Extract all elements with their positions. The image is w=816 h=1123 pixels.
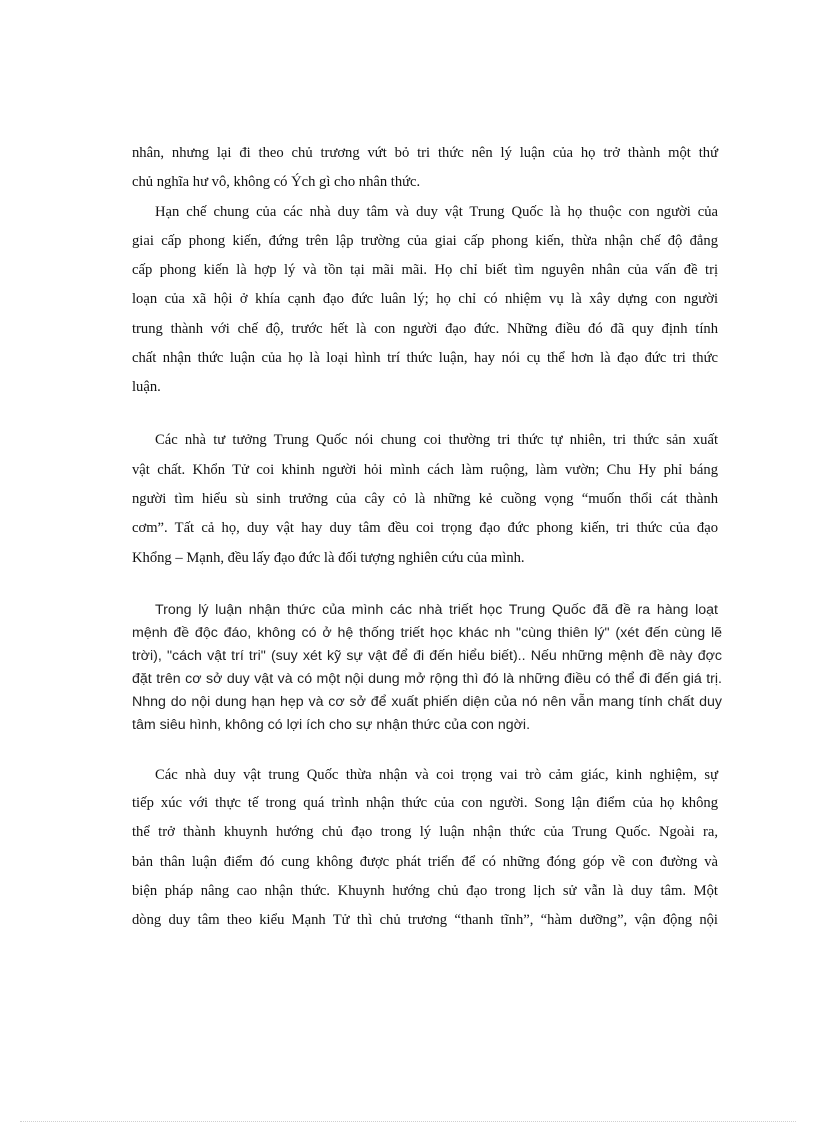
paragraph-5-line-4: bản thân luận điểm đó cung không được phát triển để có những đóng góp về con đường và [132, 854, 718, 870]
paragraph-2-line-4: loạn của xã hội ở khía cạnh đạo đức luân lý; họ chỉ có nhiệm vụ là xây dựng con người [132, 291, 718, 307]
paragraph-4-line-5: Nhng do nội dung hạn hẹp và cơ sở để xuất phiến diện của nó nên vẫn mang tính chất duy [132, 694, 722, 710]
paragraph-2-line-3: cấp phong kiến là hợp lý và tồn tại mãi mãi. Họ chỉ biết tìm nguyên nhân của vấn đề trị [132, 262, 718, 278]
paragraph-4-line-1: Trong lý luận nhận thức của mình các nhà triết học Trung Quốc đã đề ra hàng loạt [155, 602, 718, 618]
paragraph-5-line-1: Các nhà duy vật trung Quốc thừa nhận và coi trọng vai trò cảm giác, kinh nghiệm, sự [155, 767, 718, 783]
paragraph-2-line-2: giai cấp phong kiến, đứng trên lập trường của giai cấp phong kiến, thừa nhận chế độ đẳng [132, 233, 718, 249]
paragraph-3-line-5: Khổng – Mạnh, đều lấy đạo đức là đối tượng nghiên cứu của mình. [132, 550, 525, 566]
page-bottom-rule [20, 1121, 796, 1122]
paragraph-4-line-4: đặt trên cơ sở duy vật và có một nội dung mở rộng thì đó là những điều có thể đi đến giá trị. [132, 671, 722, 687]
paragraph-3-line-4: cơm”. Tất cả họ, duy vật hay duy tâm đều coi trọng đạo đức phong kiến, tri thức của đạo [132, 520, 718, 536]
paragraph-3-line-1: Các nhà tư tưởng Trung Quốc nói chung coi thường tri thức tự nhiên, tri thức sản xuất [155, 432, 718, 448]
paragraph-3-line-3: người tìm hiểu sù sinh trưởng của cây cỏ là những kẻ cuồng vọng “muốn thổi cát thành [132, 491, 718, 507]
paragraph-5-line-6: dòng duy tâm theo kiểu Mạnh Tử thì chủ trương “thanh tĩnh”, “hàm dưỡng”, vận động nội [132, 912, 718, 928]
paragraph-5-line-3: thể trở thành khuynh hướng chủ đạo trong lý luận nhận thức của Trung Quốc. Ngoài ra, [132, 824, 718, 840]
paragraph-2-line-6: chất nhận thức luận của họ là loại hình trí thức luận, hay nói cụ thể hơn là đạo đức tri thức [132, 350, 718, 366]
paragraph-2-line-7: luận. [132, 379, 161, 395]
paragraph-1-line-1: nhân, nhưng lại đi theo chủ trương vứt bỏ tri thức nên lý luận của họ trở thành một thứ [132, 145, 718, 161]
paragraph-5-line-2: tiếp xúc với thực tế trong quá trình nhận thức của con người. Song lận điểm của họ không [132, 795, 718, 811]
paragraph-3-line-2: vật chất. Khổn Tử coi khinh người hỏi mình cách làm ruộng, làm vườn; Chu Hy phỉ báng [132, 462, 718, 478]
paragraph-4-line-3: trời), "cách vật trí tri" (suy xét kỹ sự vật để đi đến hiểu biết).. Nếu những mệnh đề này đợc [132, 648, 722, 664]
paragraph-2-line-5: trung thành với chế độ, trước hết là con người đạo đức. Những điều đó đã quy định tính [132, 321, 718, 337]
paragraph-1-line-2: chủ nghĩa hư vô, không có Ých gì cho nhân thức. [132, 174, 421, 190]
paragraph-4-line-6: tâm siêu hình, không có lợi ích cho sự nhận thức của con ngời. [132, 717, 531, 733]
paragraph-4-line-2: mệnh đề độc đáo, không có ở hệ thống triết học khác nh "cùng thiên lý" (xét đến cùng lẽ [132, 625, 722, 641]
paragraph-5-line-5: biện pháp nâng cao nhận thức. Khuynh hướng chủ đạo trong lịch sử vẫn là duy tâm. Một [132, 883, 718, 899]
paragraph-2-line-1: Hạn chế chung của các nhà duy tâm và duy vật Trung Quốc là họ thuộc con người của [155, 204, 718, 220]
